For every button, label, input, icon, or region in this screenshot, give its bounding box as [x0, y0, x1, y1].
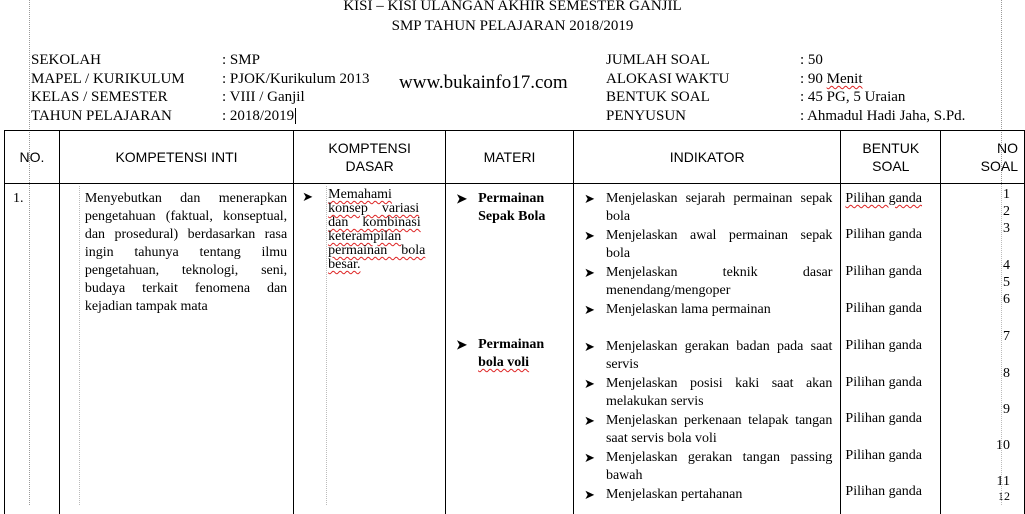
no-soal-item: 12	[998, 489, 1010, 503]
bentuk-item: Pilihan ganda	[845, 227, 923, 242]
bentuk-item: Pilihan ganda	[845, 191, 923, 206]
value-mapel: : PJOK/Kurikulum 2013	[222, 71, 370, 87]
arrow-bullet-icon: ➤	[583, 191, 595, 206]
cell-kompetensi-dasar	[294, 184, 446, 514]
label-sekolah: SEKOLAH	[31, 52, 101, 68]
label-penyusun: PENYUSUN	[606, 108, 687, 124]
bentuk-item: Pilihan ganda	[845, 484, 923, 499]
ki-text: Menyebutkan dan menerapkan pengetahuan (faktual, konseptual, dan prosedural) berdasarkan rasa ingin tahunya tentang ilmu pengetahuan, teknologi, seni, budaya terkait fenomena dan kejadian tampak mata	[84, 191, 288, 314]
indikator-item: ➤ Menjelaskan awal permainan sepak bola	[583, 228, 833, 261]
value-tahun[interactable]: : 2018/2019	[222, 108, 295, 124]
no-soal-item: 7	[1003, 329, 1010, 344]
indikator-item: ➤ Menjelaskan sejarah permainan sepak bola	[583, 191, 833, 224]
header-nosoal-line1: NO	[997, 140, 1018, 156]
no-soal-item: 9	[1003, 402, 1010, 417]
indikator-item: ➤ Menjelaskan gerakan tangan passing bawah	[583, 450, 833, 483]
value-jumlah-soal: : 50	[800, 52, 823, 68]
value-penyusun: : Ahmadul Hadi Jaha, S.Pd.	[800, 108, 966, 124]
header-nosoal-line2: SOAL	[980, 158, 1018, 174]
bentuk-item: Pilihan ganda	[845, 338, 923, 353]
header-kd-line2: DASAR	[345, 158, 394, 174]
bentuk-item: Pilihan ganda	[845, 448, 923, 463]
no-soal-item: 11	[996, 474, 1010, 489]
header-bentuk-soal	[841, 131, 941, 184]
table-row	[5, 184, 1025, 514]
cell-no: 1.	[5, 184, 60, 514]
kisi-kisi-table	[4, 130, 1025, 514]
indikator-item: ➤ Menjelaskan pertahanan	[583, 487, 743, 502]
arrow-bullet-icon: ➤	[302, 189, 314, 204]
label-bentuk-soal: BENTUK SOAL	[606, 89, 710, 105]
document-title: KISI – KISI ULANGAN AKHIR SEMESTER GANJIL	[343, 0, 682, 14]
ki-text-guide	[79, 186, 80, 505]
arrow-bullet-icon: ➤	[583, 339, 595, 354]
bentuk-item: Pilihan ganda	[845, 264, 923, 279]
arrow-bullet-icon: ➤	[583, 302, 595, 317]
cell-kompetensi-inti	[59, 184, 293, 514]
arrow-bullet-icon: ➤	[583, 265, 595, 280]
no-soal-item: 4	[1003, 258, 1010, 273]
header-bentuk-line2: SOAL	[872, 158, 910, 174]
value-bentuk-soal: : 45 PG, 5 Uraian	[800, 89, 906, 105]
no-soal-item: 8	[1003, 366, 1010, 381]
materi-item: ➤ Permainan Sepak Bola	[456, 191, 546, 224]
arrow-bullet-icon: ➤	[456, 337, 467, 352]
header-kd-line1: KOMPTENSI	[328, 140, 411, 156]
header-no-soal	[941, 131, 1025, 184]
arrow-bullet-icon: ➤	[583, 413, 595, 428]
document-subtitle: SMP TAHUN PELAJARAN 2018/2019	[391, 18, 634, 34]
table-header-row	[5, 131, 1025, 184]
text-cursor	[295, 108, 296, 124]
kd-item: ➤ Memahami konsep variasi dan kombinasi keterampilan permainan bola besar.	[302, 187, 426, 272]
no-soal-item: 2	[1003, 204, 1010, 219]
arrow-bullet-icon: ➤	[456, 191, 467, 206]
header-kompetensi-dasar	[294, 131, 446, 184]
indikator-item: ➤ Menjelaskan lama permainan	[583, 302, 771, 317]
no-soal-item: 10	[996, 438, 1010, 453]
no-soal-item: 6	[1003, 292, 1010, 307]
label-alokasi-waktu: ALOKASI WAKTU	[606, 71, 730, 87]
value-alokasi-waktu: : 90 Menit	[800, 71, 863, 87]
bentuk-item: Pilihan ganda	[845, 411, 923, 426]
no-soal-item: 5	[1003, 275, 1010, 290]
website-watermark: www.bukainfo17.com	[399, 72, 568, 93]
kd-text-guide	[326, 186, 327, 505]
cell-materi	[446, 184, 574, 514]
header-indikator: INDIKATOR	[573, 131, 840, 184]
indikator-item: ➤ Menjelaskan posisi kaki saat akan melakukan servis	[583, 376, 833, 409]
header-no: NO.	[5, 131, 60, 184]
label-tahun: TAHUN PELAJARAN	[31, 108, 172, 124]
no-soal-item: 3	[1003, 221, 1010, 236]
cell-indikator	[573, 184, 840, 514]
cell-no-soal	[941, 184, 1025, 514]
arrow-bullet-icon: ➤	[583, 228, 595, 243]
label-mapel: MAPEL / KURIKULUM	[31, 71, 185, 87]
indikator-item: ➤ Menjelaskan gerakan badan pada saat servis	[583, 339, 833, 372]
arrow-bullet-icon: ➤	[583, 450, 595, 465]
bentuk-item: Pilihan ganda	[845, 375, 923, 390]
value-sekolah: : SMP	[222, 52, 260, 68]
arrow-bullet-icon: ➤	[583, 376, 595, 391]
label-jumlah-soal: JUMLAH SOAL	[606, 52, 710, 68]
materi-item: ➤ Permainan bola voli	[456, 337, 545, 370]
arrow-bullet-icon: ➤	[583, 487, 595, 502]
cell-bentuk-soal	[841, 184, 941, 514]
label-kelas: KELAS / SEMESTER	[31, 89, 168, 105]
nosoal-text-guide	[1001, 186, 1002, 505]
no-soal-item: 1	[1003, 187, 1010, 202]
header-kompetensi-inti: KOMPETENSI INTI	[59, 131, 293, 184]
header-materi: MATERI	[446, 131, 574, 184]
indikator-item: ➤ Menjelaskan teknik dasar menendang/mengoper	[583, 265, 833, 298]
bentuk-item: Pilihan ganda	[845, 301, 923, 316]
header-bentuk-line1: BENTUK	[862, 140, 920, 156]
value-kelas: : VIII / Ganjil	[222, 89, 305, 105]
indikator-item: ➤ Menjelaskan perkenaan telapak tangan saat servis bola voli	[583, 413, 833, 446]
